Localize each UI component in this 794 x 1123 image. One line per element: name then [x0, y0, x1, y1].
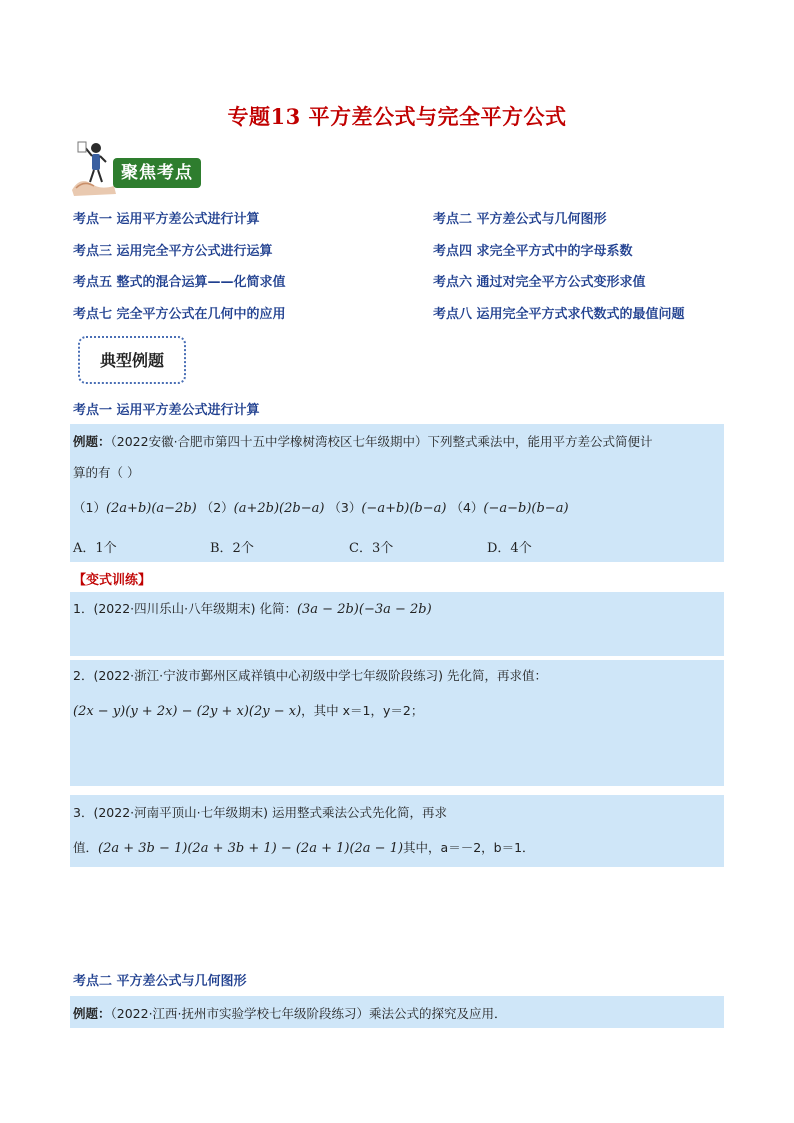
section-heading: 考点二 平方差公式与几何图形	[73, 974, 247, 989]
problem-2-text: 2．(2022·浙江·宁波市鄞州区咸祥镇中心初级中学七年级阶段练习) 先化简，再求值：	[73, 668, 547, 683]
expr-number: （4）	[450, 500, 484, 515]
problem-2-cond: ，其中 x＝1，y＝2；	[301, 703, 424, 718]
problem-3-cond: 其中，a＝－2，b＝1．	[403, 840, 535, 855]
expr: (a+2b)(2b−a)	[233, 501, 325, 516]
topic-item: 考点一 运用平方差公式进行计算	[73, 212, 260, 227]
problem-3-text: 3．(2022·河南平顶山·七年级期末) 运用整式乘法公式先化简，再求	[73, 805, 447, 820]
expr: (2a+b)(a−2b)	[105, 501, 197, 516]
option-b: B．2个	[210, 541, 254, 556]
option-c: C．3个	[349, 541, 394, 556]
training-label: 【变式训练】	[73, 573, 152, 588]
section-heading: 考点一 运用平方差公式进行计算	[73, 403, 260, 418]
expr-number: （2）	[200, 500, 234, 515]
example-text	[73, 1004, 507, 1022]
problem-3-prefix: 值．	[73, 840, 99, 855]
example-body: （2022·江西·抚州市实验学校七年级阶段练习）乘法公式的探究及应用．	[110, 1006, 507, 1021]
option-a: A．1个	[73, 541, 117, 556]
focus-topics-banner: 聚焦考点	[113, 158, 201, 188]
problem-3-expr: (2a + 3b − 1)(2a + 3b + 1) − (2a + 1)(2a − 1)	[98, 841, 404, 856]
topic-item: 考点七 完全平方公式在几何中的应用	[73, 307, 286, 322]
topic-item: 考点三 运用完全平方公式进行运算	[73, 244, 273, 259]
example-body: （2022安徽·合肥市第四十五中学橡树湾校区七年级期中）下列整式乘法中，能用平方差公式简便计	[110, 434, 653, 449]
topic-item: 考点二 平方差公式与几何图形	[433, 212, 607, 227]
problem-1	[73, 599, 432, 617]
typical-examples-label: 典型例题	[99, 351, 164, 370]
example-text	[73, 432, 653, 450]
example-text-cont: 算的有（ ）	[73, 465, 140, 480]
problem-2	[73, 701, 423, 719]
topic-item: 考点四 求完全平方式中的字母系数	[433, 244, 633, 259]
topic-item: 考点六 通过对完全平方公式变形求值	[433, 275, 646, 290]
expr-number: （1）	[73, 500, 106, 515]
example-label: 例题：	[73, 1006, 111, 1021]
problem-1-text: 1．(2022·四川乐山·八年级期末) 化简：	[73, 601, 297, 616]
example-label: 例题：	[73, 434, 111, 449]
expr-number: （3）	[328, 500, 362, 515]
expr: (−a+b)(b−a)	[361, 501, 447, 516]
problem-1-expr: (3a − 2b)(−3a − 2b)	[296, 602, 432, 617]
topic-item: 考点八 运用完全平方式求代数式的最值问题	[433, 307, 685, 322]
expr: (−a−b)(b−a)	[483, 501, 569, 516]
problem-2-expr: (2x − y)(y + 2x) − (2y + x)(2y − x)	[73, 704, 302, 719]
topic-item: 考点五 整式的混合运算——化简求值	[73, 275, 286, 290]
option-d: D．4个	[487, 541, 532, 556]
problem-3	[73, 838, 535, 856]
expression-row	[73, 498, 569, 516]
page-title: 专题13 平方差公式与完全平方公式	[227, 104, 567, 129]
